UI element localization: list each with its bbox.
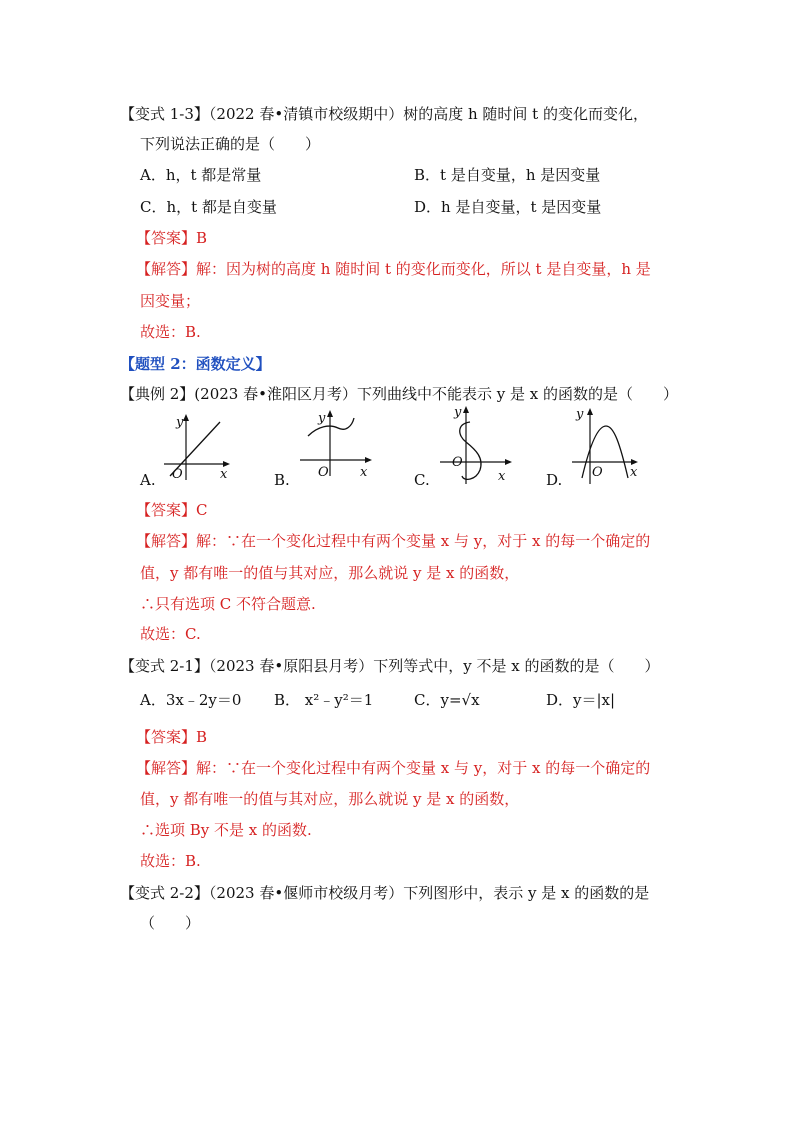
origin-label: O — [452, 455, 463, 470]
q21-stem: 【变式 2-1】（2023 春•原阳县月考）下列等式中，y 不是 x 的函数的是（ ） — [120, 657, 660, 675]
q21-explanation-line2: 值，y 都有唯一的值与其对应，那么就说 y 是 x 的函数， — [140, 790, 520, 808]
graph-curve — [308, 418, 354, 436]
q13-explanation-line2: 因变量； — [140, 292, 201, 310]
q22-stem-line2: （ ） — [140, 914, 201, 932]
q21-option-c: C．y=√x — [414, 691, 480, 709]
x-axis-label: x — [220, 467, 228, 482]
ex2-explanation-line1: 【解答】解：∵在一个变化过程中有两个变量 x 与 y，对于 x 的每一个确定的 — [136, 532, 651, 550]
ex2-graph-a — [160, 410, 240, 485]
q21-option-b: B． x²﹣y²＝1 — [274, 691, 374, 709]
q13-stem-line2: 下列说法正确的是（ ） — [140, 135, 321, 153]
q13-option-a: A．h，t 都是常量 — [140, 166, 262, 184]
ex2-explanation-line2: 值，y 都有唯一的值与其对应，那么就说 y 是 x 的函数， — [140, 564, 520, 582]
ex2-stem: 【典例 2】(2023 春•淮阳区月考）下列曲线中不能表示 y 是 x 的函数的是（ ） — [120, 385, 678, 403]
q22-stem-line1: 【变式 2-2】（2023 春•偃师市校级月考）下列图形中，表示 y 是 x 的函数的是 — [120, 884, 650, 902]
ex2-explanation-line3: ∴只有选项 C 不符合题意. — [140, 595, 316, 613]
ex2-graph-c-label: C. — [414, 471, 430, 489]
q21-option-a: A．3x﹣2y＝0 — [140, 691, 242, 709]
origin-label: O — [592, 465, 603, 480]
q21-answer: 【答案】B — [136, 728, 208, 746]
y-axis-label: y — [318, 411, 326, 426]
y-axis-arrow — [463, 406, 469, 413]
graph-curve — [460, 422, 481, 479]
q21-choice: 故选：B. — [140, 852, 201, 870]
x-axis-label: x — [360, 465, 368, 480]
ex2-graph-b-label: B. — [274, 471, 290, 489]
ex2-graph-b — [296, 406, 380, 481]
q13-option-d: D．h 是自变量，t 是因变量 — [414, 198, 602, 216]
x-axis-label: x — [630, 465, 638, 480]
y-axis-arrow — [587, 408, 593, 415]
ex2-choice: 故选：C. — [140, 625, 201, 643]
q13-choice: 故选：B. — [140, 323, 201, 341]
ex2-answer: 【答案】C — [136, 501, 208, 519]
q13-explanation-line1: 【解答】解：因为树的高度 h 随时间 t 的变化而变化，所以 t 是自变量，h 是 — [136, 260, 651, 278]
origin-label: O — [172, 467, 183, 482]
q13-option-c: C．h，t 都是自变量 — [140, 198, 277, 216]
ex2-graph-c — [436, 400, 522, 486]
y-axis-arrow — [183, 414, 189, 421]
graph-curve — [582, 426, 628, 478]
ex2-graph-d-label: D. — [546, 471, 563, 489]
origin-label: O — [318, 465, 329, 480]
y-axis-label: y — [454, 405, 462, 420]
q21-explanation-line3: ∴选项 By 不是 x 的函数. — [140, 821, 312, 839]
x-axis-arrow — [365, 457, 372, 463]
q21-option-d: D．y＝|x| — [546, 691, 616, 709]
q13-answer: 【答案】B — [136, 229, 208, 247]
x-axis-arrow — [505, 459, 512, 465]
y-axis-arrow — [327, 410, 333, 417]
section-heading-type2: 【题型 2：函数定义】 — [120, 355, 271, 373]
q13-stem-line1: 【变式 1-3】（2022 春•清镇市校级期中）树的高度 h 随时间 t 的变化而变化， — [120, 105, 648, 123]
ex2-graph-d — [568, 404, 648, 486]
q13-option-b: B．t 是自变量，h 是因变量 — [414, 166, 601, 184]
y-axis-label: y — [176, 415, 184, 430]
y-axis-label: y — [576, 407, 584, 422]
q21-explanation-line1: 【解答】解：∵在一个变化过程中有两个变量 x 与 y，对于 x 的每一个确定的 — [136, 759, 651, 777]
x-axis-label: x — [498, 469, 506, 484]
ex2-graph-a-label: A. — [140, 471, 156, 489]
